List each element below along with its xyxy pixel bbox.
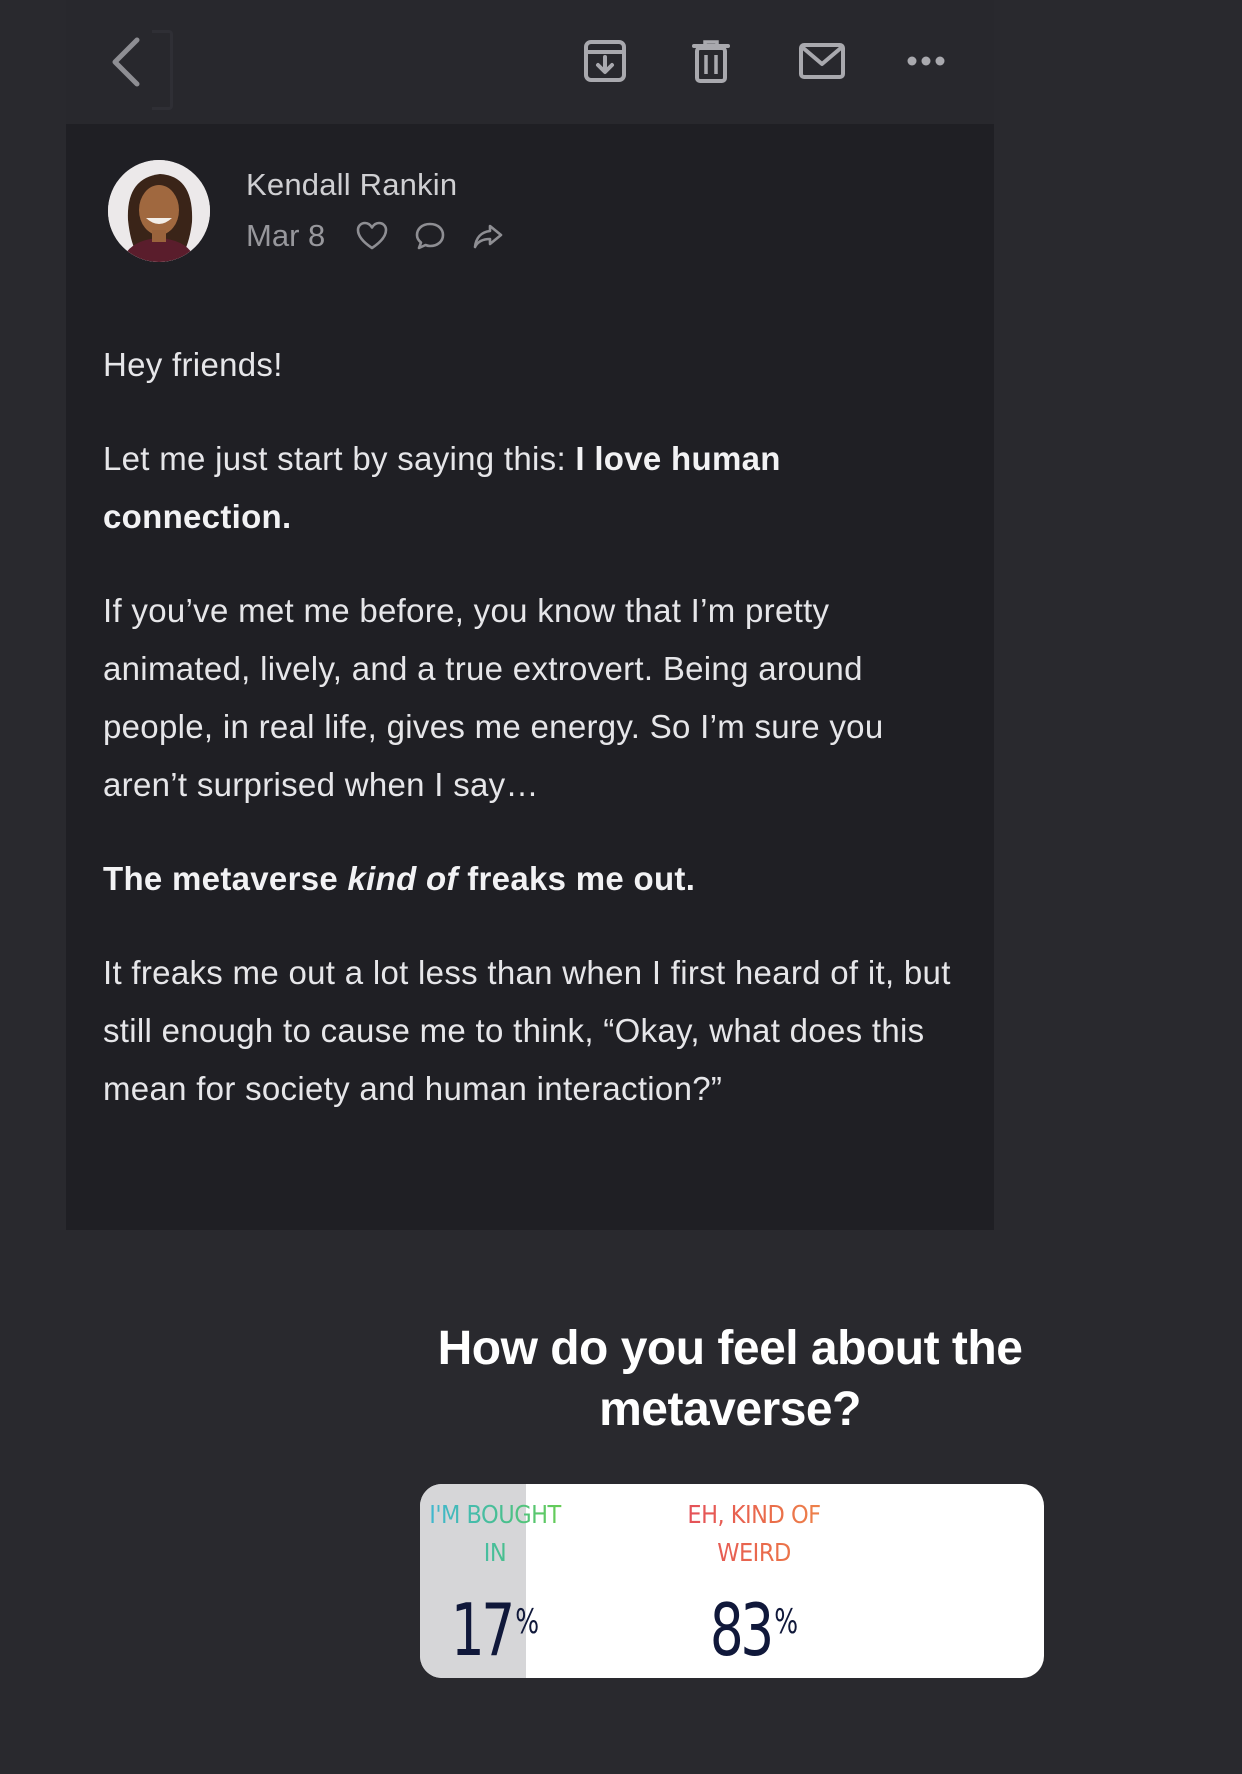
avatar-photo	[108, 160, 210, 262]
more-button[interactable]	[904, 44, 948, 78]
mail-icon	[798, 42, 846, 80]
delete-button[interactable]	[688, 36, 734, 86]
poll-option-label: EH, KIND OF WEIRD	[654, 1496, 854, 1572]
email-message	[66, 124, 994, 1230]
percent-sign: %	[515, 1602, 540, 1642]
chevron-left-icon	[109, 36, 143, 88]
sender-name[interactable]: Kendall Rankin	[246, 167, 458, 202]
paragraph-intro	[103, 430, 963, 546]
comment-icon	[414, 221, 446, 251]
more-icon	[906, 55, 946, 67]
archive-icon	[583, 39, 627, 83]
share-icon	[472, 222, 504, 250]
poll-option-label: I'M BOUGHT IN	[420, 1496, 570, 1572]
poll-option-kind-of-weird[interactable]	[654, 1484, 854, 1678]
intro-bold: I love human connection.	[103, 440, 781, 535]
email-toolbar	[66, 0, 994, 124]
message-date: Mar 8	[246, 218, 326, 253]
like-button[interactable]	[353, 217, 391, 255]
percent-sign: %	[774, 1602, 799, 1642]
metaverse-bold-a: The metaverse	[103, 860, 348, 897]
poll-results	[420, 1484, 1044, 1678]
metaverse-italic: kind of	[347, 860, 458, 897]
sender-avatar[interactable]	[108, 160, 210, 262]
poll-option-percent	[672, 1586, 836, 1672]
greeting: Hey friends!	[103, 346, 283, 383]
metaverse-bold-b: freaks me out.	[457, 860, 696, 897]
message-body	[103, 336, 963, 1154]
back-button[interactable]	[96, 28, 156, 96]
message-meta	[246, 216, 527, 256]
share-button[interactable]	[469, 217, 507, 255]
paragraph-freaks: It freaks me out a lot less than when I first heard of it, but still enough to cause me to think, “Okay, what does this mean for society and human interaction?”	[103, 954, 951, 1107]
percent-value: 17	[450, 1588, 512, 1672]
paragraph-metaverse	[103, 850, 963, 908]
metaverse-bold-italic	[348, 860, 458, 897]
trash-icon	[692, 39, 730, 83]
heart-icon	[356, 221, 388, 251]
percent-value: 83	[709, 1588, 771, 1672]
poll-option-bought-in[interactable]	[420, 1484, 570, 1678]
comment-button[interactable]	[411, 217, 449, 255]
archive-button[interactable]	[580, 36, 630, 86]
poll-option-percent	[434, 1586, 557, 1672]
intro-text: Let me just start by saying this:	[103, 440, 576, 477]
paragraph-extrovert: If you’ve met me before, you know that I’m pretty animated, lively, and a true extrovert. Being around people, in real life, gives me energy. So I’m sure you aren’t surprised when I say…	[103, 592, 884, 803]
mark-unread-button[interactable]	[796, 38, 848, 84]
poll-question: How do you feel about the metaverse?	[437, 1322, 1023, 1436]
back-button-edge	[152, 30, 173, 110]
